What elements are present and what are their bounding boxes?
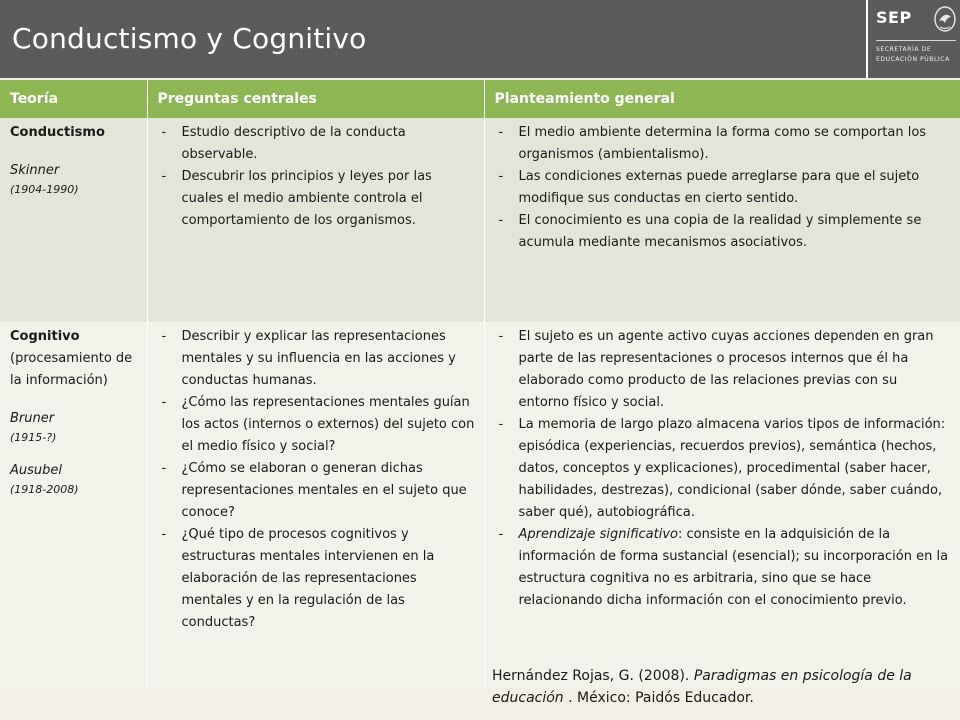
approach-list bbox=[495, 326, 952, 612]
list-item: - ¿Cómo se elaboran o generan dichas representaciones mentales en el sujeto que conoce? bbox=[158, 458, 476, 524]
table-header-row bbox=[0, 80, 960, 118]
eagle-seal-icon bbox=[933, 5, 957, 33]
theory-name: Conductismo bbox=[10, 125, 105, 140]
logo-subtitle-1: SECRETARÍA DE bbox=[876, 46, 932, 53]
list-item: - El conocimiento es una copia de la realidad y simplemente se acumula mediante mecanismos asociativos. bbox=[495, 210, 952, 254]
author-name: Bruner bbox=[10, 411, 55, 426]
questions-cell bbox=[147, 322, 484, 688]
list-item: - El sujeto es un agente activo cuyas acciones dependen en gran parte de las representaciones o procesos internos que él ha elaborado como producto de las relaciones previas con su entorno físico y social. bbox=[495, 326, 952, 414]
sep-logo-text: SEP bbox=[876, 8, 912, 27]
slide-header bbox=[0, 0, 866, 78]
approach-cell bbox=[484, 118, 960, 322]
sep-logo bbox=[866, 0, 960, 78]
list-item: - Describir y explicar las representaciones mentales y su influencia en las acciones y conductas humanas. bbox=[158, 326, 476, 392]
list-item: - El medio ambiente determina la forma como se comportan los organismos (ambientalismo). bbox=[495, 122, 952, 166]
highlighted-term: Aprendizaje significativo bbox=[518, 527, 678, 542]
author-years: (1915-?) bbox=[10, 431, 57, 444]
logo-divider bbox=[876, 40, 956, 41]
list-item: - ¿Cómo las representaciones mentales guían los actos (internos o externos) del sujeto con el medio físico y social? bbox=[158, 392, 476, 458]
list-item: - Descubrir los principios y leyes por las cuales el medio ambiente controla el comportamiento de los organismos. bbox=[158, 166, 476, 232]
header-central-questions: Preguntas centrales bbox=[147, 80, 484, 118]
questions-list bbox=[158, 326, 476, 634]
slide-title: Conductismo y Cognitivo bbox=[12, 22, 367, 55]
table-row-conductismo bbox=[0, 118, 960, 322]
theory-name: Cognitivo bbox=[10, 329, 80, 344]
list-item: - ¿Qué tipo de procesos cognitivos y estructuras mentales intervienen en la elaboración de las representaciones mentales y en la regulación de las conductas? bbox=[158, 524, 476, 634]
list-item: - Estudio descriptivo de la conducta observable. bbox=[158, 122, 476, 166]
term-definition: : consiste en la adquisición de la información de forma sustancial (esencial); su incorporación en la estructura cognitiva no es arbitraria, sino que se hace relacionando dicha información con el conocimiento previo. bbox=[518, 527, 949, 608]
bibliographic-reference bbox=[492, 665, 942, 709]
author-years: (1904-1990) bbox=[10, 183, 79, 196]
list-item: - La memoria de largo plazo almacena varios tipos de información: episódica (experiencias, recuerdos previos), semántica (hechos, datos, conceptos y explicaciones), procedimental (saber hacer, habilidades, destrezas), condicional (saber dónde, saber cuándo, saber qué), autobiográfica. bbox=[495, 414, 952, 524]
theory-cell bbox=[0, 118, 147, 322]
author-name: Skinner bbox=[10, 163, 60, 178]
reference-title: Paradigmas en psicología de la educación bbox=[492, 668, 912, 706]
questions-list bbox=[158, 122, 476, 232]
questions-cell bbox=[147, 118, 484, 322]
theory-cell bbox=[0, 322, 147, 688]
logo-subtitle-2: EDUCACIÓN PÚBLICA bbox=[876, 56, 950, 63]
approach-list bbox=[495, 122, 952, 254]
theories-table bbox=[0, 80, 960, 688]
table-row-cognitivo bbox=[0, 322, 960, 688]
header-theory: Teoría bbox=[0, 80, 147, 118]
author-years: (1918-2008) bbox=[10, 483, 79, 496]
header-general-approach: Planteamiento general bbox=[484, 80, 960, 118]
list-item: - Las condiciones externas puede arreglarse para que el sujeto modifique sus conductas en cierto sentido. bbox=[495, 166, 952, 210]
list-item bbox=[495, 524, 952, 612]
author-name: Ausubel bbox=[10, 463, 63, 478]
reference-authors: Hernández Rojas, G. (2008). bbox=[492, 668, 694, 684]
approach-cell bbox=[484, 322, 960, 688]
reference-publisher: . México: Paidós Educador. bbox=[563, 690, 754, 706]
theory-extra: (procesamiento de la información) bbox=[10, 351, 133, 388]
